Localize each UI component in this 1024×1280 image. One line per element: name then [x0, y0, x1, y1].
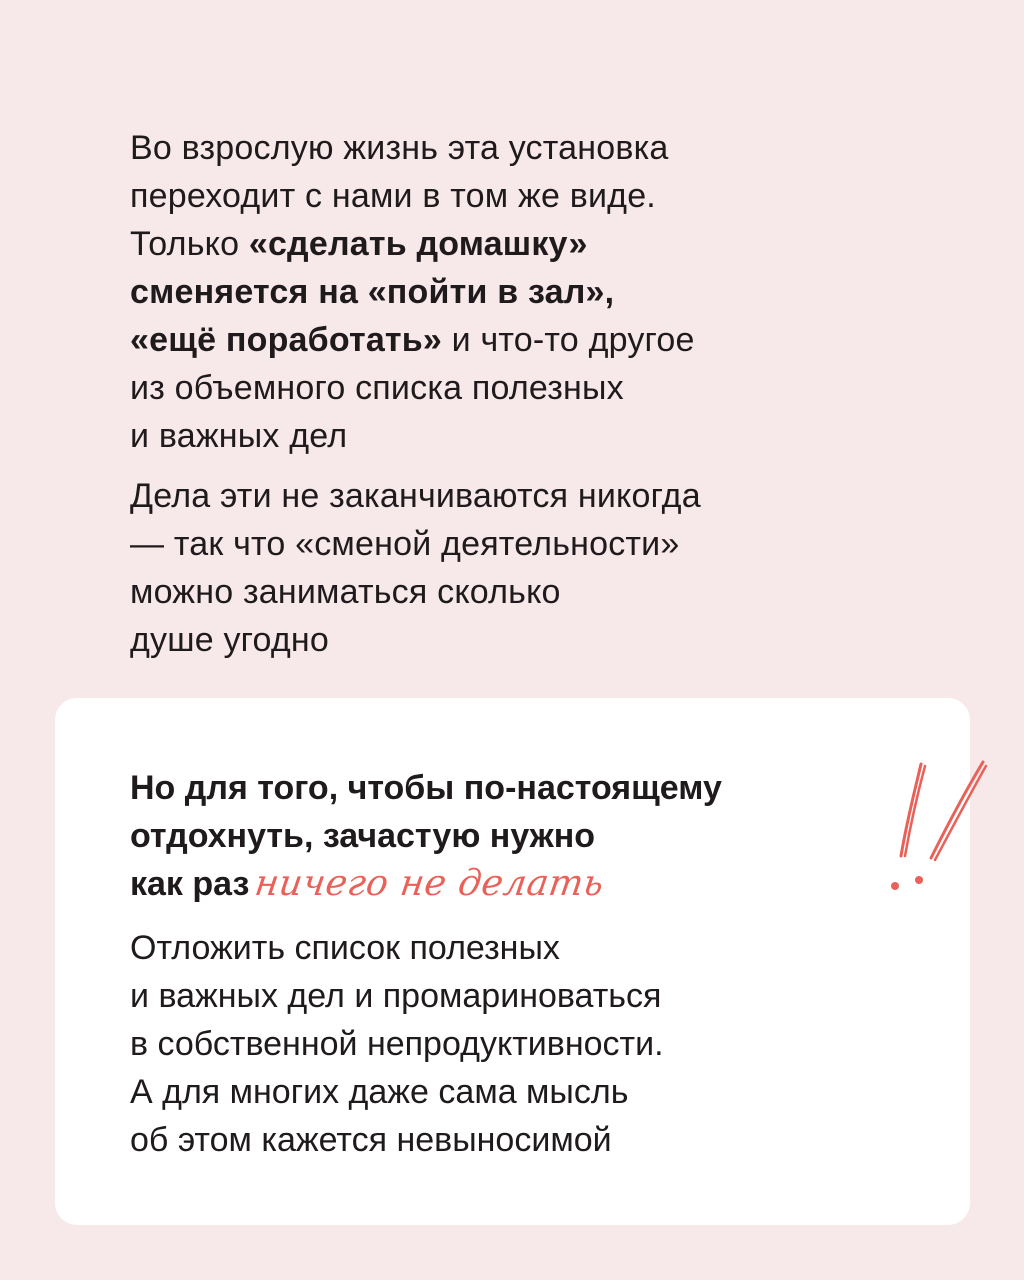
- intro-text: [130, 124, 930, 664]
- body-line: и важных дел и промариноваться: [130, 977, 662, 1015]
- body-line: Отложить список полезных: [130, 929, 560, 967]
- text-line: можно заниматься сколько: [130, 573, 561, 611]
- paragraph-adult-life: [130, 124, 930, 460]
- text-segment: Только: [130, 225, 249, 263]
- card-body: [130, 924, 930, 1164]
- text-line: Дела эти не заканчиваются никогда: [130, 477, 701, 515]
- text-line: душе угодно: [130, 621, 330, 659]
- text-line: из объемного списка полезных: [130, 369, 624, 407]
- card-heading: [130, 764, 910, 908]
- text-segment: и что-то другое: [442, 321, 695, 359]
- bold-phrase: «сделать домашку»: [248, 225, 588, 263]
- text-line: [130, 220, 930, 268]
- heading-line: Но для того, чтобы по-настоящему: [130, 769, 722, 807]
- heading-segment: как раз: [130, 865, 250, 903]
- bold-phrase: сменяется на «пойти в зал»,: [130, 273, 615, 311]
- body-line: А для многих даже сама мысль: [130, 1073, 629, 1111]
- text-line: и важных дел: [130, 417, 348, 455]
- text-line: переходит с нами в том же виде.: [130, 177, 656, 215]
- text-line: Во взрослую жизнь эта установка: [130, 129, 669, 167]
- text-line: [130, 316, 930, 364]
- body-line: об этом кажется невыносимой: [130, 1121, 612, 1159]
- paragraph-endless-tasks: [130, 472, 930, 664]
- bold-phrase: «ещё поработать»: [130, 321, 442, 359]
- heading-line: [130, 860, 910, 908]
- text-line: — так что «сменой деятельности»: [130, 525, 680, 563]
- body-line: в собственной непродуктивности.: [130, 1025, 664, 1063]
- double-exclamation-icon: [885, 760, 995, 900]
- handwritten-phrase: ничего не делать: [252, 863, 607, 904]
- heading-line: отдохнуть, зачастую нужно: [130, 817, 596, 855]
- highlight-card: [55, 698, 970, 1225]
